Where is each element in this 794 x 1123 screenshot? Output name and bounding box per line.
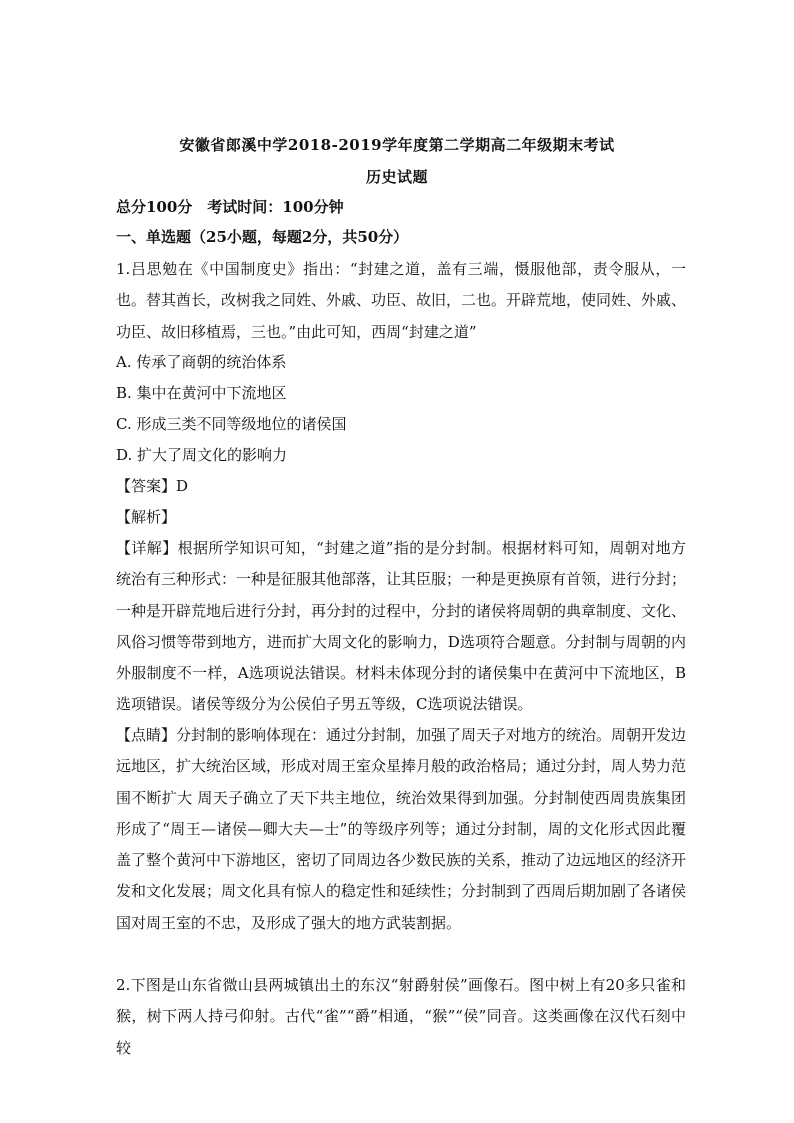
question-2-stem: 2.下图是山东省微山县两城镇出土的东汉“射爵射侯”画像石。图中树上有20多只雀和猴，树下两人持弓仰射。古代“雀”“爵”相通，“猴”“侯”同音。这类画像在汉代石刻中较: [116, 976, 686, 1057]
question-1-analysis-label: 【解析】: [116, 508, 177, 526]
exam-subject: 历史试题: [365, 168, 428, 186]
question-1-comment: 【点睛】分封制的影响体现在：通过分封制，加强了周天子对地方的统治。周朝开发边远地区，扩大统治区域，形成对周王室众星捧月般的政治格局；通过分封，周人势力范围不断扩大 周天子确立了天下共主地位，统治效果得到加强。分封制使西周贵族集团形成了“周王—诸侯—卿大夫—士”的等级序列等；通过分封制，周的文化形式因此覆盖了整个黄河中下游地区，密切了同周边各少数民族的关系，推动了边远地区的经济开发和文化发展；周文化具有惊人的稳定性和延续性；分封制到了西周后期加剧了各诸侯国对周王室的不忠，及形成了强大的地方武装割据。: [116, 726, 687, 932]
question-1-detail: 【详解】根据所学知识可知，“封建之道”指的是分封制。根据材料可知，周朝对地方统治有三种形式：一种是征服其他部落，让其臣服；一种是更换原有首领，进行分封；一种是开辟荒地后进行分封，再分封的过程中，分封的诸侯将周朝的典章制度、文化、风俗习惯等带到地方，进而扩大周文化的影响力，D选项符合题意。分封制与周朝的内外服制度不一样，A选项说法错误。材料未体现分封的诸侯集中在黄河中下流地区，B选项错误。诸侯等级分为公侯伯子男五等级，C选项说法错误。: [116, 539, 687, 714]
score-info: 总分100分 考试时间：100分钟: [116, 198, 344, 216]
question-1-answer: 【答案】D: [116, 477, 189, 495]
exam-title: 安徽省郎溪中学2018-2019学年度第二学期高二年级期末考试: [179, 136, 615, 154]
question-1-option-a: A. 传承了商朝的统治体系: [116, 353, 287, 371]
question-1-option-b: B. 集中在黄河中下流地区: [116, 384, 287, 402]
question-1-option-d: D. 扩大了周文化的影响力: [116, 446, 288, 464]
question-1-option-c: C. 形成三类不同等级地位的诸侯国: [116, 415, 347, 433]
question-1-stem: 1.吕思勉在《中国制度史》指出：“封建之道，盖有三端，慑服他部，责令服从，一也。替其酋长，改树我之同姓、外戚、功臣、故旧，二也。开辟荒地，使同姓、外戚、功臣、故旧移植焉，三也。”由此可知，西周“封建之道”: [116, 260, 687, 341]
section-heading: 一、单选题（25小题，每题2分，共50分）: [116, 228, 409, 246]
